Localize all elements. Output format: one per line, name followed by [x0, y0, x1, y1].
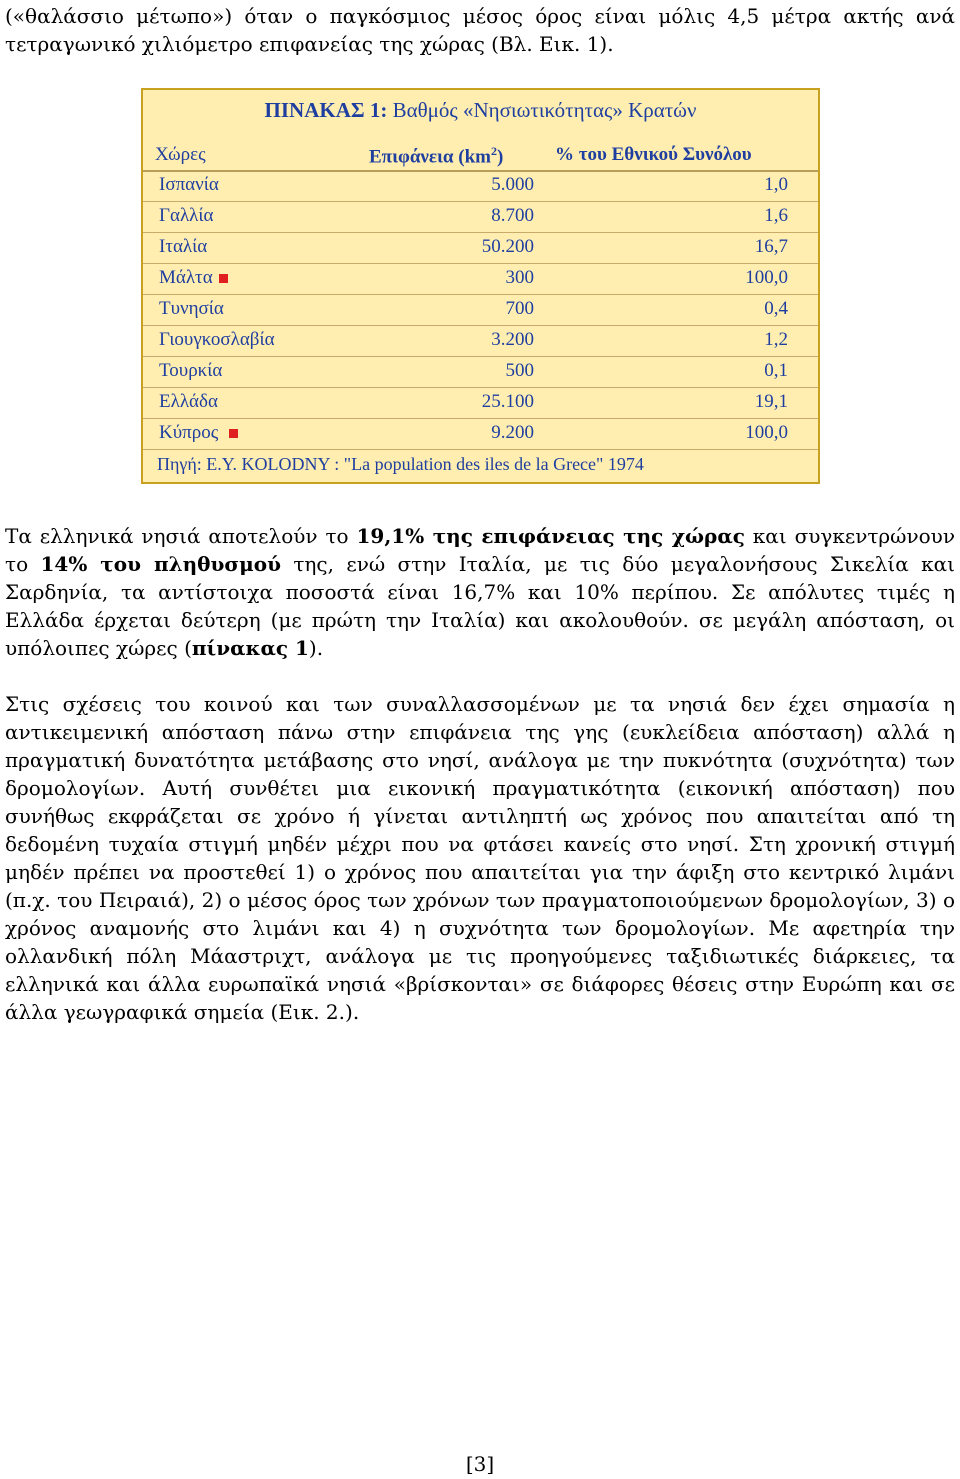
paragraph-text: Στις σχέσεις του κοινού και των συναλλασσομένων με τα νησιά δεν έχει σημασία η αντικειμενική απόσταση πάνω στην επιφάνεια της γης (ευκλείδεια απόσταση) αλλά η πραγματική δυνατότητα μετάβασης στο νησί, ανάλογα με την πυκνότητα (συχνότητα) των δρομολογίων. Αυτή συνθέτει μια εικονική πραγματικότητα (εικονική απόσταση) που συνήθως εκφράζεται σε χρόνο ή γίνεται αντιληπτή ως χρόνος που απαιτείται από τη δεδομένη τυχαία στιγμή μηδέν μέχρι που να φτάσει κανείς στο νησί. Στη χρονική στιγμή μηδέν πρέπει να προστεθεί 1) ο χρόνος που απαιτείται για την άφιξη στο κεντρικό λιμάνι (π.χ. του Πειραιά), 2) ο μέσος όρος των χρόνων των πραγματοποιούμενων δρομολογίων, 3) ο χρόνος αναμονής στο λιμάνι και 4) η συχνότητα των δρομολογίων. Με αφετηρία την ολλανδική πόλη Μάαστριχτ, ανάλογα με τις προηγούμενες ταξιδιωτικές διάρκειες, τα ελληνικά και άλλα ευρωπαϊκά νησιά «βρίσκονται» σε διάφορες θέσεις στην Ευρώπη και σε άλλα γεωγραφικά σημεία (Εικ. 2.). [5, 692, 955, 1024]
table-row [143, 356, 818, 388]
cell-country: Γαλλία [159, 205, 214, 226]
table-title-rest: Βαθμός «Νησιωτικότητας» Κρατών [387, 98, 697, 122]
header-area: Επιφάνεια $(km^2)$ [369, 144, 504, 168]
table-title-prefix: ΠΙΝΑΚΑΣ 1: [264, 98, 388, 122]
paragraph-islands-share [5, 522, 955, 662]
table-row [143, 294, 818, 326]
header-percent: % του Εθνικού Συνόλου [555, 144, 752, 165]
page-number: [3] [465, 1452, 495, 1476]
cell-country: Τυνησία [159, 298, 224, 319]
cell-percent: 0,1 [764, 360, 788, 381]
cell-percent: 100,0 [745, 267, 788, 288]
cell-area: 5.000 [491, 174, 534, 195]
intro-paragraph [5, 2, 955, 58]
text-run: της, ενώ στην Ιταλία, με τις δύο μεγαλονήσους Σικελία και Σαρδηνία, τα αντίστοιχα ποσοστά είναι 16,7% και 10% περίπου. Σε απόλυτες τιμές η Ελλάδα έρχεται δεύτερη (με πρώτη την Ιταλία) και ακολουθούν. σε μεγάλη απόσταση, οι υπόλοιπες χώρες ( [5, 552, 955, 660]
cell-country: Τουρκία [159, 360, 223, 381]
table-row [143, 232, 818, 264]
table-row [143, 263, 818, 295]
table-1-figure [141, 88, 820, 484]
cell-percent: 1,0 [764, 174, 788, 195]
table-source: Πηγή: E.Y. KOLODNY : "La population des iles de la Grece" 1974 [157, 454, 644, 474]
bold-run: 14% του πληθυσμού [40, 552, 281, 576]
cell-percent: 19,1 [754, 391, 788, 412]
intro-text: («θαλάσσιο μέτωπο») όταν ο παγκόσμιος μέσος όρος είναι μόλις 4,5 μέτρα ακτής ανά τετραγωνικό χιλιόμετρο επιφανείας της χώρας (Βλ. Εικ. 1). [5, 4, 955, 56]
cell-percent: 1,6 [764, 205, 788, 226]
text-run: ). [308, 636, 324, 660]
table-row [143, 201, 818, 233]
table-header-row [143, 140, 818, 172]
cell-area: 50.200 [481, 236, 534, 257]
cell-country: Ιταλία [159, 236, 208, 257]
table-row [143, 418, 818, 450]
paragraph-accessibility [5, 690, 955, 1026]
cell-percent: 0,4 [764, 298, 788, 319]
table-title [143, 98, 818, 123]
text-run: Τα ελληνικά νησιά αποτελούν το [5, 524, 357, 548]
cell-area: 8.700 [491, 205, 534, 226]
table-row [143, 170, 818, 202]
cell-area: 3.200 [491, 329, 534, 350]
cell-percent: 100,0 [745, 422, 788, 443]
cell-country: Κύπρος [159, 422, 219, 443]
red-square-marker-icon [219, 274, 228, 283]
cell-country: Ισπανία [159, 174, 219, 195]
header-countries: Χώρες [155, 144, 206, 165]
cell-country: Μάλτα [159, 267, 213, 288]
cell-country: Γιουγκοσλαβία [159, 329, 275, 350]
bold-run: 19,1% της επιφάνειας της χώρας [356, 524, 745, 548]
cell-area: 25.100 [481, 391, 534, 412]
table-row [143, 387, 818, 419]
table-row [143, 325, 818, 357]
cell-country: Ελλάδα [159, 391, 218, 412]
text-run: και συγκεντρώνουν το [5, 524, 955, 576]
cell-area: 9.200 [491, 422, 534, 443]
cell-area: 300 [505, 267, 534, 288]
table-reference: πίνακας 1 [191, 636, 309, 660]
cell-area: 700 [505, 298, 534, 319]
red-square-marker-icon [229, 429, 238, 438]
cell-percent: 16,7 [754, 236, 788, 257]
cell-percent: 1,2 [764, 329, 788, 350]
cell-area: 500 [505, 360, 534, 381]
